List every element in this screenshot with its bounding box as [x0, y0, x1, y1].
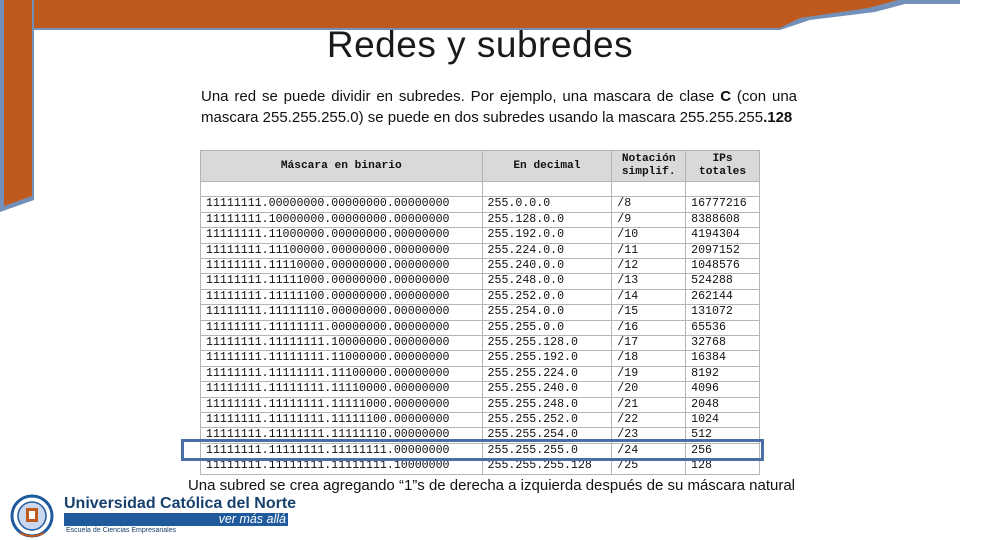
table-row — [201, 413, 760, 428]
cell-decimal: 255.255.128.0 — [482, 336, 612, 351]
cell-prefix: /25 — [612, 459, 686, 474]
cell-decimal: 255.255.255.0 — [482, 443, 612, 458]
table-row — [201, 397, 760, 412]
cell-ips: 128 — [686, 459, 760, 474]
cell-binary: 11111111.11111111.11111100.00000000 — [201, 413, 483, 428]
cell-ips: 8388608 — [686, 212, 760, 227]
cell-decimal: 255.255.224.0 — [482, 366, 612, 381]
cell-decimal: 255.252.0.0 — [482, 289, 612, 304]
cell-binary: 11111111.00000000.00000000.00000000 — [201, 197, 483, 212]
cell-binary: 11111111.11000000.00000000.00000000 — [201, 228, 483, 243]
intro-paragraph — [201, 86, 797, 128]
cell-prefix: /14 — [612, 289, 686, 304]
cell-binary: 11111111.11100000.00000000.00000000 — [201, 243, 483, 258]
intro-text-2: (con una mascara 255.255.255.0) se puede en dos subredes usando la mascara — [201, 88, 798, 126]
university-slogan: ver más allá — [64, 513, 288, 526]
intro-text-1: Una red se puede dividir en subredes. Por ejemplo, una mascara de clase — [201, 88, 715, 105]
cell-binary: 11111111.11111111.11111110.00000000 — [201, 428, 483, 443]
table-row — [201, 351, 760, 366]
cell-decimal: 255.255.254.0 — [482, 428, 612, 443]
spacer-cell — [201, 182, 483, 197]
cell-prefix: /19 — [612, 366, 686, 381]
slide-title: Redes y subredes — [326, 24, 634, 65]
cell-decimal: 255.255.248.0 — [482, 397, 612, 412]
table-row — [201, 382, 760, 397]
table-spacer-row — [201, 182, 760, 197]
cell-binary: 11111111.10000000.00000000.00000000 — [201, 212, 483, 227]
cell-decimal: 255.255.0.0 — [482, 320, 612, 335]
spacer-cell — [482, 182, 612, 197]
cell-prefix: /8 — [612, 197, 686, 212]
cell-binary: 11111111.11111111.11111111.00000000 — [201, 443, 483, 458]
cell-prefix: /17 — [612, 336, 686, 351]
cell-prefix: /10 — [612, 228, 686, 243]
university-logo — [2, 493, 302, 540]
cell-ips: 4096 — [686, 382, 760, 397]
header-notation-line2: simplif. — [621, 166, 676, 178]
cell-ips: 4194304 — [686, 228, 760, 243]
cell-decimal: 255.192.0.0 — [482, 228, 612, 243]
cell-binary: 11111111.11111111.11110000.00000000 — [201, 382, 483, 397]
table-row — [201, 459, 760, 474]
cell-prefix: /22 — [612, 413, 686, 428]
header-ips — [686, 151, 760, 182]
cell-prefix: /21 — [612, 397, 686, 412]
cell-prefix: /16 — [612, 320, 686, 335]
header-binary: Máscara en binario — [201, 151, 483, 182]
cell-ips: 1024 — [686, 413, 760, 428]
cell-ips: 1048576 — [686, 259, 760, 274]
cell-prefix: /23 — [612, 428, 686, 443]
highlight-box — [181, 439, 764, 461]
cell-binary: 11111111.11111100.00000000.00000000 — [201, 289, 483, 304]
cell-binary: 11111111.11111110.00000000.00000000 — [201, 305, 483, 320]
cell-binary: 11111111.11111111.11000000.00000000 — [201, 351, 483, 366]
cell-decimal: 255.255.252.0 — [482, 413, 612, 428]
table-row — [201, 366, 760, 381]
header-notation-line1: Notación — [621, 152, 676, 165]
table-row — [201, 212, 760, 227]
cell-prefix: /20 — [612, 382, 686, 397]
cell-decimal: 255.128.0.0 — [482, 212, 612, 227]
school-name: Escuela de Ciencias Empresariales — [66, 527, 177, 534]
cell-decimal: 255.248.0.0 — [482, 274, 612, 289]
mask-table — [200, 150, 760, 475]
intro-class-c: C — [720, 88, 732, 105]
cell-ips: 2048 — [686, 397, 760, 412]
cell-binary: 11111111.11111111.11111111.10000000 — [201, 459, 483, 474]
table-row — [201, 228, 760, 243]
cell-binary: 11111111.11111111.00000000.00000000 — [201, 320, 483, 335]
cell-decimal: 255.254.0.0 — [482, 305, 612, 320]
cell-prefix: /11 — [612, 243, 686, 258]
cell-binary: 11111111.11110000.00000000.00000000 — [201, 259, 483, 274]
footer-note: Una subred se crea agregando “1”s de derecha a izquierda después de su máscara natural — [187, 477, 796, 494]
table-row — [201, 336, 760, 351]
university-emblem-icon — [2, 493, 62, 540]
mask-table-container — [200, 150, 760, 473]
cell-decimal: 255.255.255.128 — [482, 459, 612, 474]
header-ips-line2: totales — [699, 166, 747, 178]
intro-mask-128: .128 — [763, 109, 793, 126]
table-row — [201, 320, 760, 335]
cell-binary: 11111111.11111111.11111000.00000000 — [201, 397, 483, 412]
cell-ips: 16384 — [686, 351, 760, 366]
cell-ips: 262144 — [686, 289, 760, 304]
header-ips-line1: IPs — [712, 152, 733, 165]
university-name: Universidad Católica del Norte — [64, 495, 297, 512]
cell-binary: 11111111.11111111.11100000.00000000 — [201, 366, 483, 381]
cell-ips: 131072 — [686, 305, 760, 320]
cell-decimal: 255.255.192.0 — [482, 351, 612, 366]
spacer-cell — [686, 182, 760, 197]
table-row — [201, 274, 760, 289]
cell-ips: 256 — [686, 443, 760, 458]
table-header-row — [201, 151, 760, 182]
cell-decimal: 255.224.0.0 — [482, 243, 612, 258]
table-row — [201, 259, 760, 274]
cell-prefix: /12 — [612, 259, 686, 274]
cell-binary: 11111111.11111000.00000000.00000000 — [201, 274, 483, 289]
cell-prefix: /18 — [612, 351, 686, 366]
cell-ips: 512 — [686, 428, 760, 443]
cell-decimal: 255.255.240.0 — [482, 382, 612, 397]
intro-text-3: 255.255.255 — [679, 109, 764, 126]
cell-ips: 32768 — [686, 336, 760, 351]
cell-ips: 16777216 — [686, 197, 760, 212]
table-row — [201, 243, 760, 258]
cell-prefix: /13 — [612, 274, 686, 289]
cell-decimal: 255.0.0.0 — [482, 197, 612, 212]
cell-decimal: 255.240.0.0 — [482, 259, 612, 274]
spacer-cell — [612, 182, 686, 197]
cell-ips: 65536 — [686, 320, 760, 335]
header-decimal: En decimal — [482, 151, 612, 182]
cell-ips: 8192 — [686, 366, 760, 381]
header-notation — [612, 151, 686, 182]
table-row — [201, 305, 760, 320]
cell-ips: 2097152 — [686, 243, 760, 258]
cell-prefix: /9 — [612, 212, 686, 227]
table-row — [201, 289, 760, 304]
cell-prefix: /15 — [612, 305, 686, 320]
table-row — [201, 197, 760, 212]
cell-prefix: /24 — [612, 443, 686, 458]
cell-ips: 524288 — [686, 274, 760, 289]
cell-binary: 11111111.11111111.10000000.00000000 — [201, 336, 483, 351]
